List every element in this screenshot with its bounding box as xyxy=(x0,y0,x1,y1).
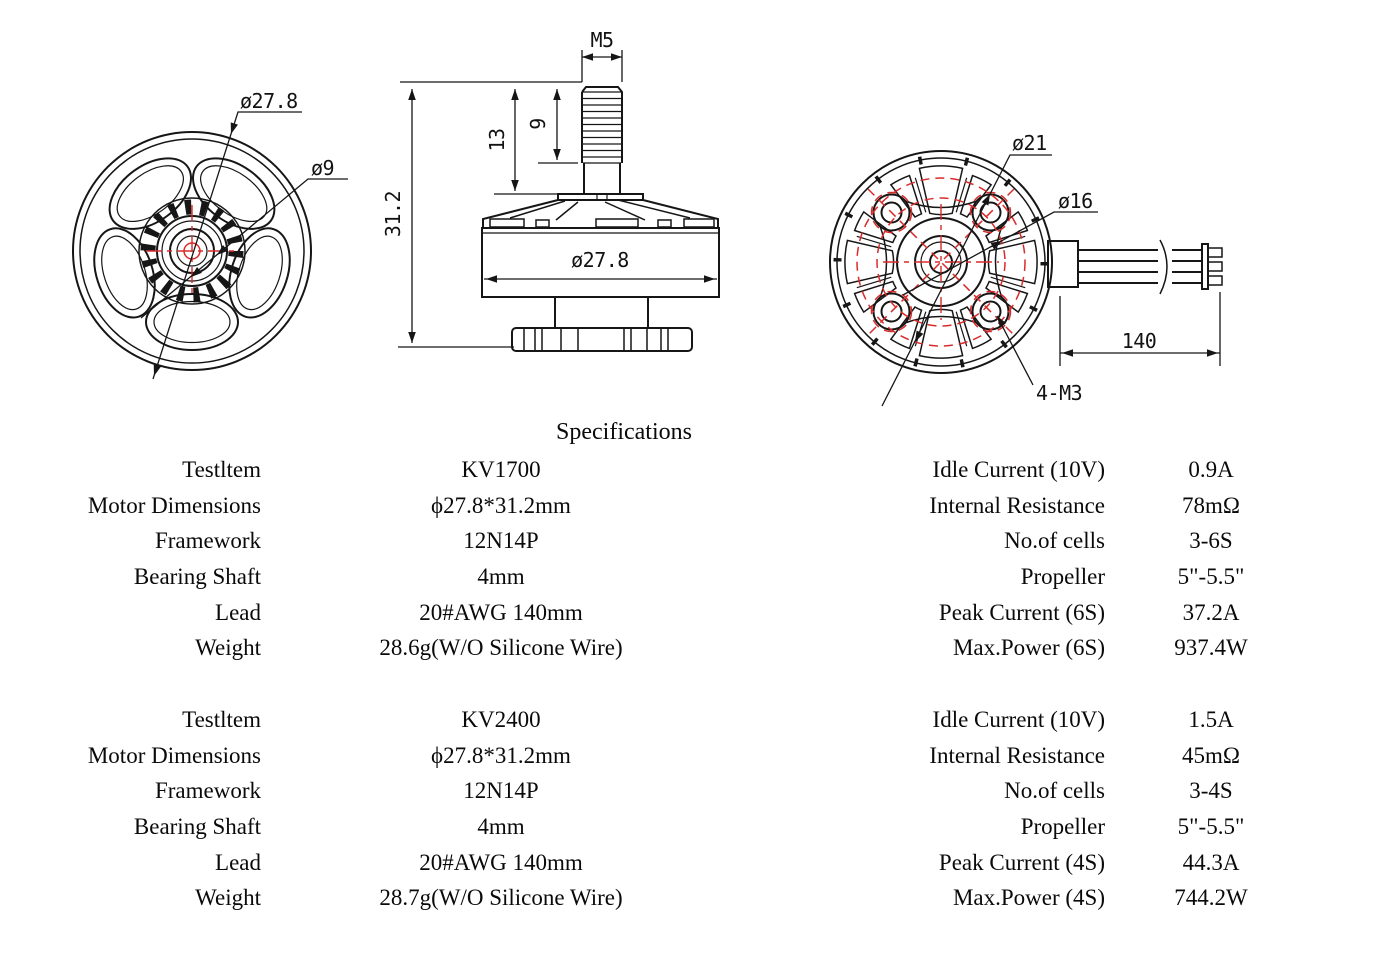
dim-label-bolt-circle-16: ø16 xyxy=(1058,189,1093,213)
dim-label-thread: M5 xyxy=(590,28,614,52)
dim-31-2 xyxy=(381,89,514,347)
spec-label-right: Max.Power (4S) xyxy=(952,885,1105,911)
spec-value-left: ϕ27.8*31.2mm xyxy=(431,742,571,768)
motor-wires xyxy=(1048,240,1222,294)
dim-wire-length xyxy=(1060,292,1220,366)
dim-m5 xyxy=(582,28,622,82)
spec-label-left: Framework xyxy=(154,778,261,804)
dim-label-bolt-circle-21: ø21 xyxy=(1012,131,1047,155)
spec-value-left: 4mm xyxy=(477,813,525,839)
spec-row xyxy=(0,523,1378,559)
spec-row xyxy=(0,738,1378,774)
spec-label-left: Weight xyxy=(195,885,261,911)
spec-table-kv1700 xyxy=(0,452,1378,666)
spec-label-left: Motor Dimensions xyxy=(87,492,261,518)
spec-value-left: KV1700 xyxy=(461,456,541,482)
side-view-drawing xyxy=(381,28,719,351)
spec-value-left: 12N14P xyxy=(463,778,539,804)
technical-drawings xyxy=(0,0,1378,420)
dim-label-hub-diameter: ø9 xyxy=(311,156,335,180)
spec-value-left: 12N14P xyxy=(463,528,539,554)
front-view-drawing xyxy=(73,89,348,379)
spec-label-left: Bearing Shaft xyxy=(133,813,261,839)
spec-label-left: Weight xyxy=(195,635,261,661)
spec-row xyxy=(0,452,1378,488)
spec-row xyxy=(0,559,1378,595)
spec-label-left: Testltem xyxy=(182,456,261,482)
spec-label-right: Peak Current (4S) xyxy=(938,849,1105,875)
spec-row xyxy=(0,773,1378,809)
spec-value-right: 937.4W xyxy=(1174,635,1248,661)
spec-label-right: Propeller xyxy=(1020,563,1105,589)
spec-label-right: No.of cells xyxy=(1004,528,1105,554)
spec-value-left: KV2400 xyxy=(461,706,541,732)
spec-value-right: 45mΩ xyxy=(1182,742,1240,768)
spec-label-right: Propeller xyxy=(1020,813,1105,839)
spec-label-right: Max.Power (6S) xyxy=(952,635,1105,661)
dim-label-wire-length: 140 xyxy=(1121,329,1157,353)
dim-label-body-diameter: ø27.8 xyxy=(571,248,629,272)
spec-value-left: 4mm xyxy=(477,563,525,589)
spec-label-left: Framework xyxy=(154,528,261,554)
spec-value-left: ϕ27.8*31.2mm xyxy=(431,492,571,518)
spec-value-right: 78mΩ xyxy=(1182,492,1240,518)
spec-label-left: Testltem xyxy=(182,706,261,732)
spec-value-right: 37.2A xyxy=(1182,599,1240,625)
spec-label-right: Peak Current (6S) xyxy=(938,599,1105,625)
spec-label-right: Idle Current (10V) xyxy=(932,706,1105,732)
spec-label-left: Motor Dimensions xyxy=(87,742,261,768)
spec-value-right: 5"-5.5" xyxy=(1177,563,1245,589)
spec-value-left: 28.6g(W/O Silicone Wire) xyxy=(379,635,623,661)
spec-value-right: 744.2W xyxy=(1174,885,1248,911)
spec-row xyxy=(0,880,1378,916)
spec-label-left: Bearing Shaft xyxy=(133,563,261,589)
dim-label-total-height: 31.2 xyxy=(381,190,405,238)
spec-value-right: 3-4S xyxy=(1189,778,1233,804)
shaft-thread xyxy=(582,87,622,194)
spec-value-right: 1.5A xyxy=(1188,706,1234,732)
rear-view-drawing xyxy=(830,131,1222,406)
spec-label-right: No.of cells xyxy=(1004,778,1105,804)
spec-label-right: Internal Resistance xyxy=(929,742,1105,768)
spec-value-right: 5"-5.5" xyxy=(1177,813,1245,839)
spec-row xyxy=(0,630,1378,666)
spec-row xyxy=(0,845,1378,881)
dim-label-mount-holes: 4-M3 xyxy=(1036,381,1083,405)
spec-label-left: Lead xyxy=(215,849,261,875)
spec-value-left: 20#AWG 140mm xyxy=(419,849,583,875)
spec-row xyxy=(0,595,1378,631)
dim-label-thread-length: 9 xyxy=(526,118,550,130)
dim-body-diameter xyxy=(484,248,717,283)
spec-label-right: Internal Resistance xyxy=(929,492,1105,518)
motor-body-side xyxy=(482,194,719,351)
spec-value-right: 0.9A xyxy=(1188,456,1234,482)
spec-value-left: 20#AWG 140mm xyxy=(419,599,583,625)
spec-value-left: 28.7g(W/O Silicone Wire) xyxy=(379,885,623,911)
spec-value-right: 3-6S xyxy=(1189,528,1233,554)
spec-label-left: Lead xyxy=(215,599,261,625)
dim-9 xyxy=(526,89,578,163)
spec-row xyxy=(0,702,1378,738)
dim-label-bell-diameter: ø27.8 xyxy=(240,89,298,113)
specifications-title: Specifications xyxy=(556,419,692,445)
spec-row xyxy=(0,488,1378,524)
spec-table-kv2400 xyxy=(0,702,1378,916)
dim-label-shaft-length: 13 xyxy=(485,128,509,152)
front-dim-hub xyxy=(141,156,348,318)
spec-row xyxy=(0,809,1378,845)
dim-13 xyxy=(485,89,560,194)
spec-label-right: Idle Current (10V) xyxy=(932,456,1105,482)
spec-value-right: 44.3A xyxy=(1182,849,1240,875)
